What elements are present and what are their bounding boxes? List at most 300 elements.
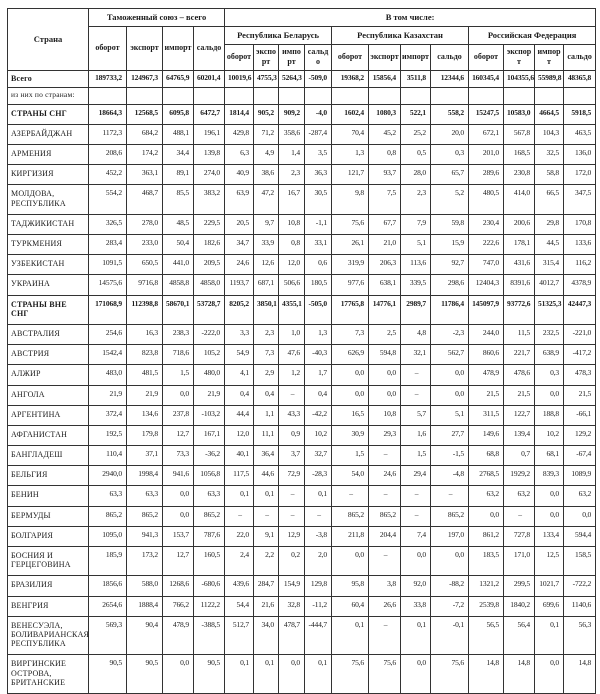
value-cell: 0,0 [469,506,504,526]
value-cell: 1,0 [279,324,305,344]
value-cell: 480,5 [469,185,504,214]
value-cell: 70,4 [332,124,369,144]
value-cell: 0,0 [431,365,469,385]
column-header-balance-russia: сальдо [564,45,596,71]
value-cell: 439,6 [225,576,254,596]
value-cell: 0,1 [332,616,369,655]
value-cell: 58670,1 [163,295,194,324]
value-cell: 92,7 [431,255,469,275]
value-cell: 1,7 [305,365,332,385]
value-cell: 2,3 [279,165,305,185]
value-cell: 10,8 [369,405,401,425]
value-cell: 14,8 [504,655,535,694]
value-cell: 1602,4 [332,104,369,124]
value-cell: 3,3 [225,324,254,344]
column-header-export-kazakhstan: экспорт [369,45,401,71]
value-cell [369,88,401,105]
value-cell: 4755,3 [254,70,279,87]
value-cell: 12404,3 [469,275,504,295]
value-cell: 1,5 [332,446,369,466]
value-cell: 4664,5 [535,104,564,124]
value-cell: 429,8 [225,124,254,144]
value-cell: 569,3 [89,616,127,655]
column-header-export-total: экспорт [127,27,163,71]
value-cell: 865,2 [369,506,401,526]
value-cell: 172,0 [564,165,596,185]
value-cell: 1814,4 [225,104,254,124]
value-cell: 47,6 [279,345,305,365]
value-cell: 167,1 [194,425,225,445]
value-cell: 4355,1 [279,295,305,324]
value-cell: 14,8 [564,655,596,694]
value-cell: 9716,8 [127,275,163,295]
value-cell: 73,3 [163,446,194,466]
value-cell: 1,2 [279,365,305,385]
value-cell: 105,2 [194,345,225,365]
value-cell: 63,2 [564,486,596,506]
value-cell: 20,0 [431,124,469,144]
country-cell: Всего [8,70,89,87]
value-cell: -11,2 [305,596,332,616]
value-cell: 254,6 [89,324,127,344]
value-cell: 0,1 [225,486,254,506]
value-cell: 221,7 [504,345,535,365]
value-cell: -4,8 [431,466,469,486]
value-cell: 34,4 [163,145,194,165]
value-cell: 326,5 [89,214,127,234]
value-cell: 358,6 [279,124,305,144]
value-cell: 43,3 [279,405,305,425]
value-cell: 941,6 [163,466,194,486]
column-header-turnover-total: оборот [89,27,127,71]
value-cell: 0,0 [163,655,194,694]
value-cell: 36,3 [305,165,332,185]
value-cell: 0,0 [163,506,194,526]
value-cell: 562,7 [431,345,469,365]
value-cell: – [369,446,401,466]
value-cell: 0,0 [163,385,194,405]
column-group-belarus: Республика Беларусь [225,27,332,45]
value-cell: 7,9 [401,214,431,234]
value-cell: 65,7 [431,165,469,185]
value-cell: 129,8 [305,576,332,596]
value-cell: – [369,616,401,655]
value-cell: 483,0 [89,365,127,385]
value-cell: 865,2 [89,506,127,526]
value-cell: 0,9 [279,425,305,445]
value-cell: 85,5 [163,185,194,214]
value-cell: 30,9 [332,425,369,445]
value-cell: 865,2 [431,506,469,526]
value-cell: -7,2 [431,596,469,616]
value-cell: -36,2 [194,446,225,466]
value-cell: 60,4 [332,596,369,616]
value-cell: 0,0 [535,385,564,405]
value-cell: 414,0 [504,185,535,214]
value-cell: 0,0 [369,365,401,385]
value-cell: 139,4 [504,425,535,445]
value-cell: 48365,8 [564,70,596,87]
value-cell [254,88,279,105]
value-cell: 192,5 [89,425,127,445]
value-cell: 5,1 [431,405,469,425]
value-cell: 51325,3 [535,295,564,324]
table-body [8,70,596,693]
value-cell: 0,8 [369,145,401,165]
value-cell: 0,1 [254,486,279,506]
value-cell: 238,3 [163,324,194,344]
table-row [8,365,596,385]
column-header-import-total: импорт [163,27,194,71]
value-cell: – [279,385,305,405]
value-cell [535,88,564,105]
value-cell [163,88,194,105]
value-cell: 75,6 [332,655,369,694]
value-cell: 7,3 [254,345,279,365]
country-cell: АВСТРИЯ [8,345,89,365]
value-cell: 22,0 [225,526,254,546]
value-cell: 63,3 [89,486,127,506]
value-cell: 21,6 [254,596,279,616]
value-cell: 121,7 [332,165,369,185]
value-cell: 0,3 [535,365,564,385]
value-cell: 10,2 [305,425,332,445]
value-cell: 20,5 [225,214,254,234]
value-cell: 12,6 [254,255,279,275]
value-cell: 684,2 [127,124,163,144]
column-group-customs-union: Таможенный союз – всего [89,9,225,27]
value-cell: 53728,7 [194,295,225,324]
value-cell: 4,8 [401,324,431,344]
table-row [8,345,596,365]
value-cell: 1122,2 [194,596,225,616]
country-cell: АНГОЛА [8,385,89,405]
value-cell: 209,5 [194,255,225,275]
value-cell: 93,7 [369,165,401,185]
value-cell: – [225,506,254,526]
value-cell: 32,5 [535,145,564,165]
value-cell: 75,6 [369,655,401,694]
table-row [8,235,596,255]
value-cell: 2,3 [401,185,431,214]
value-cell: 44,6 [254,466,279,486]
value-cell: 21,9 [127,385,163,405]
value-cell: 10,2 [535,425,564,445]
value-cell: -88,2 [431,576,469,596]
value-cell: 63,2 [504,486,535,506]
table-row [8,165,596,185]
table-row [8,576,596,596]
table-row [8,88,596,105]
value-cell: 278,0 [127,214,163,234]
value-cell: 0,7 [504,446,535,466]
value-cell: 0,2 [279,547,305,576]
value-cell: 71,2 [254,124,279,144]
table-row [8,275,596,295]
value-cell: 32,7 [305,446,332,466]
value-cell: – [431,486,469,506]
value-cell: 431,6 [504,255,535,275]
value-cell: 237,8 [163,405,194,425]
value-cell: 45,2 [369,124,401,144]
value-cell [225,88,254,105]
value-cell: 567,8 [504,124,535,144]
value-cell: 480,0 [194,365,225,385]
value-cell: 93772,6 [504,295,535,324]
value-cell: 116,2 [564,255,596,275]
value-cell: 823,8 [127,345,163,365]
value-cell: 372,4 [89,405,127,425]
value-cell: 12,0 [225,425,254,445]
value-cell: 29,8 [535,214,564,234]
value-cell: 117,5 [225,466,254,486]
value-cell [127,88,163,105]
country-cell: БЕНИН [8,486,89,506]
value-cell: 10019,6 [225,70,254,87]
value-cell: 14776,1 [369,295,401,324]
value-cell: 33,8 [401,596,431,616]
value-cell: 1089,9 [564,466,596,486]
value-cell: 68,1 [535,446,564,466]
value-cell: 319,9 [332,255,369,275]
value-cell: 315,4 [535,255,564,275]
value-cell: 0,5 [401,145,431,165]
value-cell: 75,6 [332,214,369,234]
value-cell: 56,5 [469,616,504,655]
value-cell: 168,5 [504,145,535,165]
value-cell: 0,0 [332,385,369,405]
value-cell: 1840,2 [504,596,535,616]
value-cell: 15,9 [431,235,469,255]
value-cell: -66,1 [564,405,596,425]
value-cell: 44,5 [535,235,564,255]
value-cell: 25,2 [401,124,431,144]
table-row [8,446,596,466]
country-cell: АРГЕНТИНА [8,405,89,425]
value-cell: 478,9 [163,616,194,655]
value-cell: 0,6 [305,255,332,275]
value-cell: 54,9 [225,345,254,365]
value-cell: 59,8 [431,214,469,234]
value-cell [332,88,369,105]
value-cell: 34,7 [225,235,254,255]
value-cell: 9,8 [332,185,369,214]
value-cell: 233,0 [127,235,163,255]
value-cell: 1,5 [163,365,194,385]
value-cell: 0,0 [535,506,564,526]
value-cell: 33,9 [254,235,279,255]
value-cell: 0,1 [535,616,564,655]
value-cell: 2768,5 [469,466,504,486]
value-cell: 3511,8 [401,70,431,87]
value-cell: 1193,7 [225,275,254,295]
value-cell: 0,1 [305,655,332,694]
value-cell: 2,5 [369,324,401,344]
value-cell: 124967,3 [127,70,163,87]
value-cell: 16,5 [332,405,369,425]
value-cell: 5264,3 [279,70,305,87]
value-cell: 34,0 [254,616,279,655]
value-cell: 50,4 [163,235,194,255]
value-cell: 1268,6 [163,576,194,596]
value-cell: 0,0 [369,385,401,405]
country-cell: СТРАНЫ СНГ [8,104,89,124]
column-group-kazakhstan: Республика Казахстан [332,27,469,45]
country-cell: БОСНИЯ И ГЕРЦЕГОВИНА [8,547,89,576]
value-cell: 1,3 [305,324,332,344]
country-cell: СТРАНЫ ВНЕ СНГ [8,295,89,324]
value-cell: 311,5 [469,405,504,425]
value-cell: 0,4 [305,385,332,405]
header-row-republics [8,27,596,45]
value-cell: 90,4 [127,616,163,655]
value-cell [431,88,469,105]
value-cell: 0,0 [431,385,469,405]
table-row [8,324,596,344]
value-cell: 26,6 [369,596,401,616]
value-cell: 12,9 [279,526,305,546]
value-cell: 1321,2 [469,576,504,596]
value-cell: 67,7 [369,214,401,234]
value-cell: 4012,7 [535,275,564,295]
value-cell: 21,9 [89,385,127,405]
value-cell: 189733,2 [89,70,127,87]
value-cell: 9,7 [254,214,279,234]
country-cell: АВСТРАЛИЯ [8,324,89,344]
value-cell: 0,0 [535,486,564,506]
value-cell: 0,8 [279,235,305,255]
column-header-balance-kazakhstan: сальдо [431,45,469,71]
value-cell: 153,7 [163,526,194,546]
value-cell: 47,2 [254,185,279,214]
value-cell: 1091,5 [89,255,127,275]
table-row [8,486,596,506]
value-cell: 468,7 [127,185,163,214]
value-cell: 463,5 [564,124,596,144]
value-cell: 0,4 [254,385,279,405]
value-cell: 16,3 [127,324,163,344]
value-cell: 6472,7 [194,104,225,124]
value-cell: 48,5 [163,214,194,234]
table-row [8,385,596,405]
value-cell: 4858,0 [194,275,225,295]
value-cell: 232,5 [535,324,564,344]
value-cell: 638,1 [369,275,401,295]
value-cell: 40,9 [225,165,254,185]
value-cell: 2,9 [254,365,279,385]
table-row [8,616,596,655]
value-cell: 12,7 [163,547,194,576]
value-cell: 865,2 [332,506,369,526]
value-cell: 170,8 [564,214,596,234]
value-cell: 2539,8 [469,596,504,616]
value-cell: 178,1 [504,235,535,255]
value-cell: 90,5 [89,655,127,694]
value-cell: 201,0 [469,145,504,165]
value-cell: 3,8 [369,576,401,596]
column-header-turnover-belarus: оборот [225,45,254,71]
value-cell: 1542,4 [89,345,127,365]
value-cell: 3,5 [305,145,332,165]
value-cell: 865,2 [194,506,225,526]
country-cell: БРАЗИЛИЯ [8,576,89,596]
table-row [8,596,596,616]
value-cell: 208,6 [89,145,127,165]
value-cell: 522,1 [401,104,431,124]
value-cell: 56,3 [564,616,596,655]
value-cell: 0,1 [401,616,431,655]
value-cell: – [332,486,369,506]
value-cell: 1888,4 [127,596,163,616]
value-cell: 185,9 [89,547,127,576]
value-cell: 133,6 [564,235,596,255]
value-cell: 1929,2 [504,466,535,486]
value-cell: 21,5 [504,385,535,405]
value-cell: 12,0 [279,255,305,275]
value-cell: 3850,1 [254,295,279,324]
table-row [8,104,596,124]
value-cell: 54,4 [225,596,254,616]
value-cell: -1,5 [431,446,469,466]
value-cell: 196,1 [194,124,225,144]
value-cell [305,88,332,105]
country-cell: АЗЕРБАЙДЖАН [8,124,89,144]
value-cell: 8391,6 [504,275,535,295]
value-cell: 481,5 [127,365,163,385]
value-cell: 129,2 [564,425,596,445]
value-cell: 558,2 [431,104,469,124]
country-cell: АЛЖИР [8,365,89,385]
value-cell: 104,3 [535,124,564,144]
value-cell: 10,8 [279,214,305,234]
value-cell: 56,4 [504,616,535,655]
value-cell: 1095,0 [89,526,127,546]
value-cell: 171,0 [504,547,535,576]
value-cell: 21,5 [564,385,596,405]
country-cell: БОЛГАРИЯ [8,526,89,546]
value-cell: 211,8 [332,526,369,546]
value-cell: 0,3 [431,145,469,165]
value-cell: 17765,8 [332,295,369,324]
value-cell: 75,6 [431,655,469,694]
value-cell: – [279,506,305,526]
value-cell: 638,9 [535,345,564,365]
value-cell: 183,5 [469,547,504,576]
value-cell: 0,1 [254,655,279,694]
country-cell: УКРАИНА [8,275,89,295]
value-cell: 2940,0 [89,466,127,486]
value-cell: -417,2 [564,345,596,365]
value-cell: 68,8 [469,446,504,466]
value-cell: 1998,4 [127,466,163,486]
value-cell: 72,9 [279,466,305,486]
country-cell: ТАДЖИКИСТАН [8,214,89,234]
value-cell: – [254,506,279,526]
value-cell: 452,2 [89,165,127,185]
value-cell: 63,2 [469,486,504,506]
value-cell: 0,1 [305,486,332,506]
value-cell: 180,5 [305,275,332,295]
value-cell: 2,4 [225,547,254,576]
value-cell: 32,8 [279,596,305,616]
value-cell: 15247,5 [469,104,504,124]
value-cell: 158,5 [564,547,596,576]
value-cell: 626,9 [332,345,369,365]
value-cell: 977,6 [332,275,369,295]
value-cell: – [369,486,401,506]
table-row [8,185,596,214]
column-header-import-kazakhstan: импорт [401,45,431,71]
